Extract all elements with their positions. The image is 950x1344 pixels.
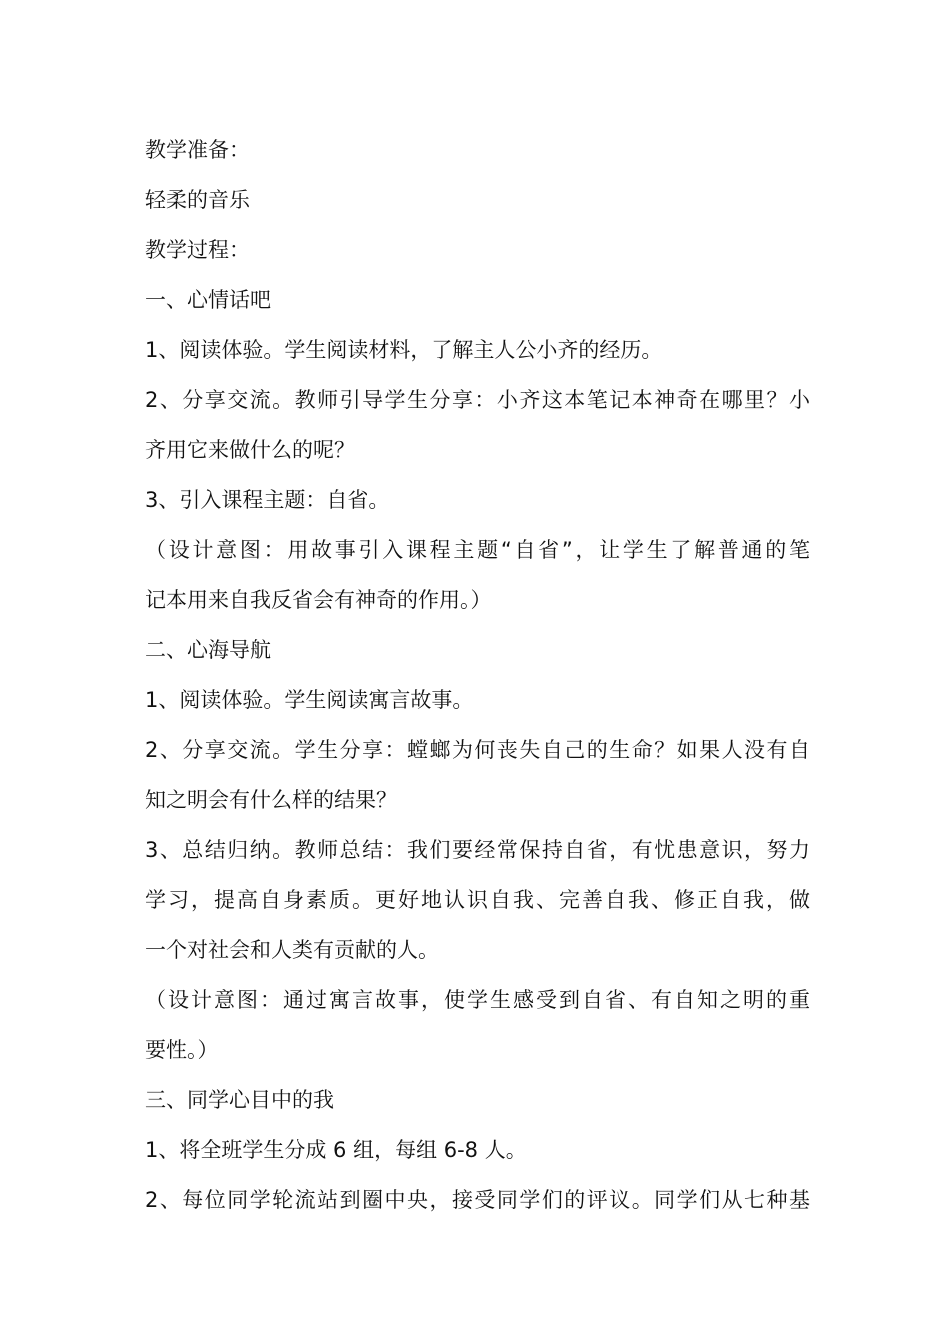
design-intent-note: 要性。） [145, 1038, 219, 1062]
paragraph-line: 1、阅读体验。学生阅读材料，了解主人公小齐的经历。 [145, 338, 663, 362]
paragraph-line: 1、阅读体验。学生阅读寓言故事。 [145, 688, 474, 712]
document-body [145, 125, 810, 1225]
paragraph-line: 轻柔的音乐 [145, 188, 250, 212]
design-intent-note: （设计意图：用故事引入课程主题“自省”，让学生了解普通的笔 [145, 538, 810, 562]
paragraph-line: 一个对社会和人类有贡献的人。 [145, 938, 439, 962]
paragraph-line: 2、分享交流。学生分享：螳螂为何丧失自己的生命？如果人没有自 [145, 738, 810, 762]
paragraph-line: 知之明会有什么样的结果？ [145, 788, 397, 812]
paragraph-line: 学习，提高自身素质。更好地认识自我、完善自我、修正自我，做 [145, 888, 810, 912]
heading-teaching-process: 教学过程： [145, 238, 250, 262]
paragraph-line: 3、引入课程主题：自省。 [145, 488, 390, 512]
paragraph-line: 1、将全班学生分成 6 组，每组 6-8 人。 [145, 1138, 527, 1162]
paragraph-line: 3、总结归纳。教师总结：我们要经常保持自省，有忧患意识，努力 [145, 838, 810, 862]
design-intent-note: （设计意图：通过寓言故事，使学生感受到自省、有自知之明的重 [145, 988, 810, 1012]
section-heading-1: 一、心情话吧 [145, 288, 271, 312]
paragraph-line: 2、每位同学轮流站到圈中央，接受同学们的评议。同学们从七种基 [145, 1188, 810, 1212]
heading-teaching-preparation: 教学准备： [145, 138, 250, 162]
section-heading-2: 二、心海导航 [145, 638, 271, 662]
paragraph-line: 2、分享交流。教师引导学生分享：小齐这本笔记本神奇在哪里？小 [145, 388, 810, 412]
section-heading-3: 三、同学心目中的我 [145, 1088, 334, 1112]
paragraph-line: 齐用它来做什么的呢？ [145, 438, 355, 462]
design-intent-note: 记本用来自我反省会有神奇的作用。） [145, 588, 492, 612]
